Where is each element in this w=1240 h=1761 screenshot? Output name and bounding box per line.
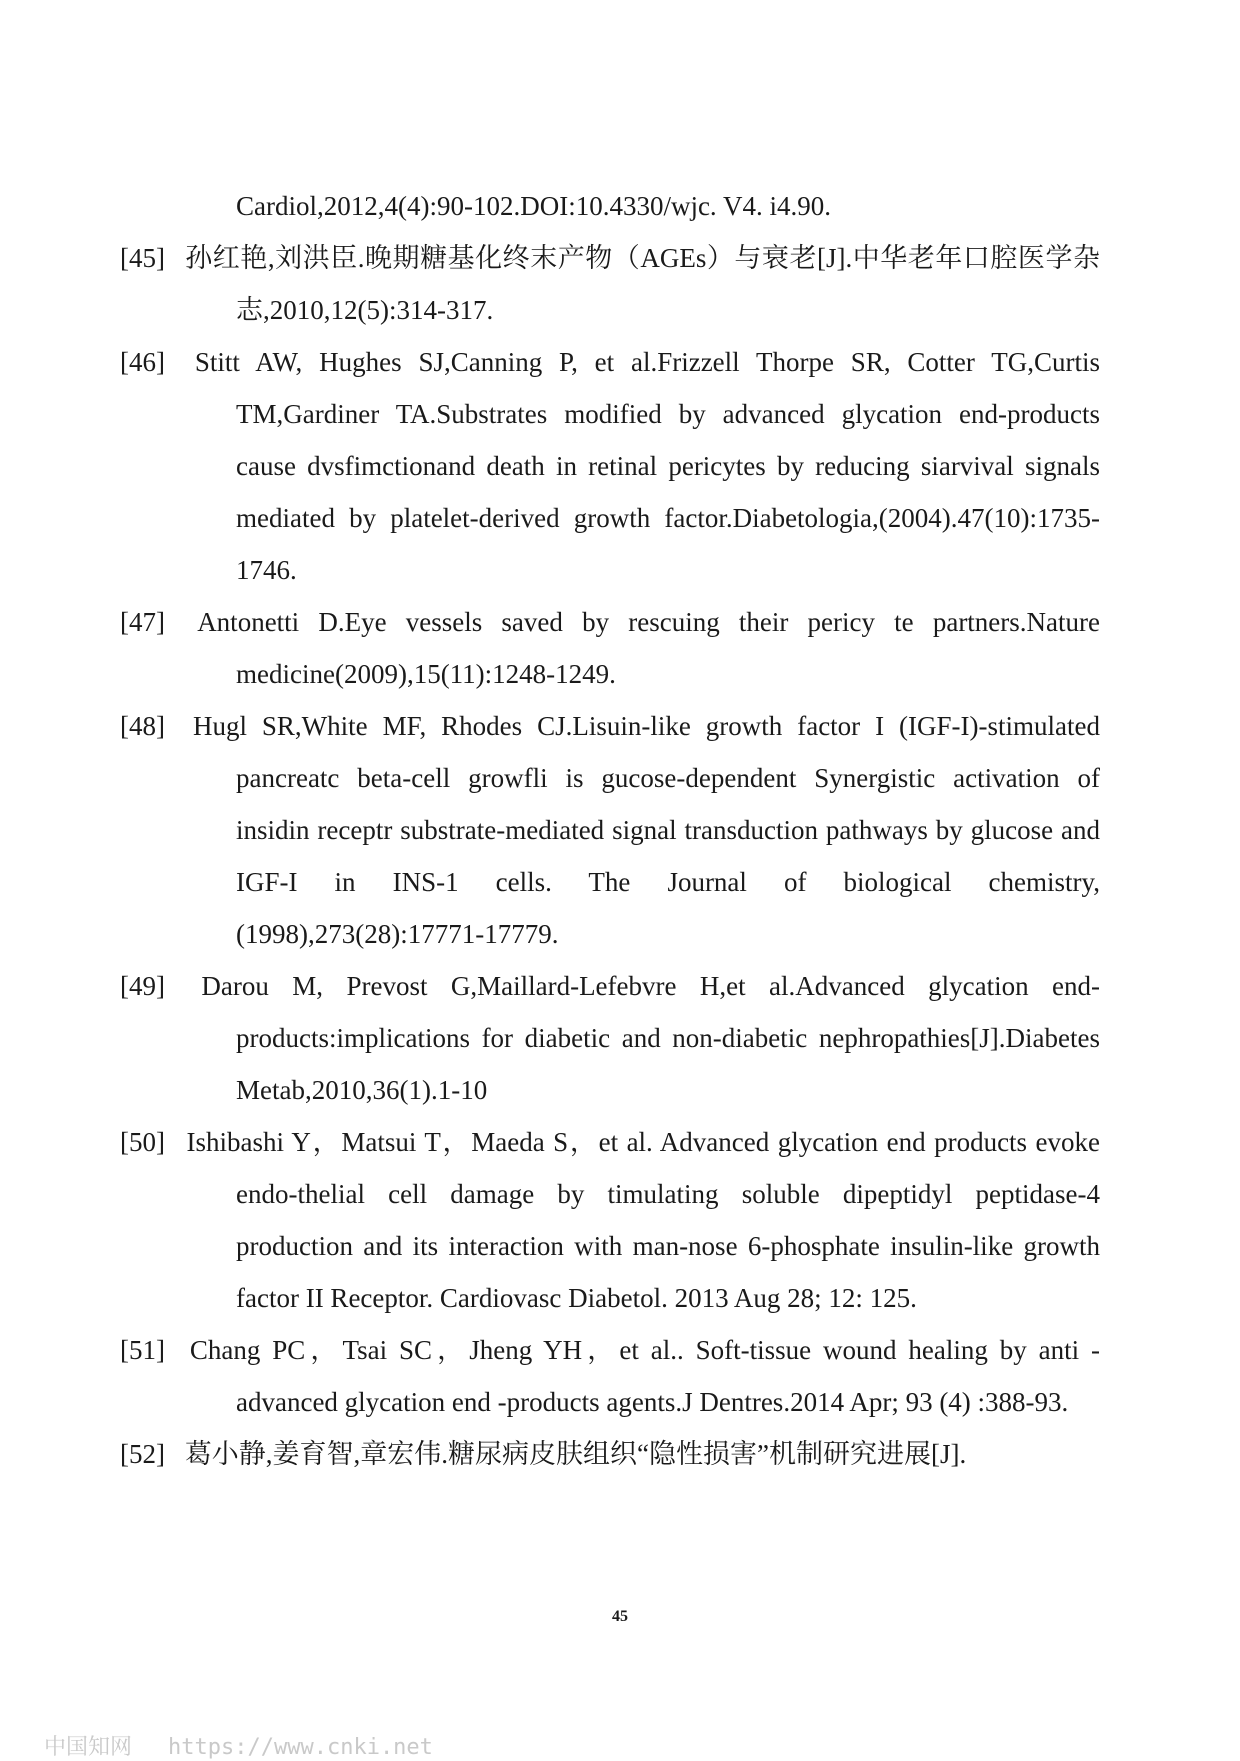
reference-text: Hugl SR,White MF, Rhodes CJ.Lisuin-like growth factor I (IGF-I)-stimulated pancreatc beta-cell growfli is gucose-dependent Synergistic activation of insidin receptr substrate-mediated signal transduction pathways by glucose and IGF-I in INS-1 cells. The Journal of biological chemistry,(1998),273(28):17771-17779. [192, 711, 1101, 949]
reference-46: [46] Stitt AW, Hughes SJ,Canning P, et al.Frizzell Thorpe SR, Cotter TG,Curtis TM,Gardiner TA.Substrates modified by advanced glycation end-products cause dvsfimctionand death in retinal pericytes by reducing siarvival signals mediated by platelet-derived growth factor.Diabetologia,(2004).47(10):1735-1746. [120, 347, 1100, 585]
reference-text: Ishibashi Y，Matsui T，Maeda S，et al. Advanced glycation end products evoke endo-thelial cell damage by timulating soluble dipeptidyl peptidase-4 production and its interaction with man-nose 6-phosphate insulin-like growth factor II Receptor. Cardiovasc Diabetol. 2013 Aug 28; 12: 125. [186, 1127, 1101, 1313]
watermark-url: https://www.cnki.net [168, 1735, 433, 1760]
reference-text: Antonetti D.Eye vessels saved by rescuing their pericy te partners.Nature medicine(2009),15(11):1248-1249. [197, 607, 1101, 689]
reference-text: Darou M, Prevost G,Maillard-Lefebvre H,et al.Advanced glycation end-products:implications for diabetic and non-diabetic nephropathies[J].Diabetes Metab,2010,36(1).1-10 [201, 971, 1100, 1105]
reference-47: [47] Antonetti D.Eye vessels saved by rescuing their pericy te partners.Nature medicine(2009),15(11):1248-1249. [120, 607, 1101, 689]
reference-50: [50] Ishibashi Y，Matsui T，Maeda S，et al. Advanced glycation end products evoke endo-thelial cell damage by timulating soluble dipeptidyl peptidase-4 production and its interaction with man-nose 6-phosphate insulin-like growth factor II Receptor. Cardiovasc Diabetol. 2013 Aug 28; 12: 125. [120, 1127, 1101, 1313]
reference-list [120, 180, 1101, 1480]
reference-49: [49] Darou M, Prevost G,Maillard-Lefebvre H,et al.Advanced glycation end-products:implications for diabetic and non-diabetic nephropathies[J].Diabetes Metab,2010,36(1).1-10 [120, 971, 1100, 1105]
reference-45: [45] 孙红艳,刘洪臣.晚期糖基化终末产物（AGEs）与衰老[J].中华老年口腔医学杂志,2010,12(5):314-317. [120, 243, 1100, 325]
reference-48: [48] Hugl SR,White MF, Rhodes CJ.Lisuin-like growth factor I (IGF-I)-stimulated pancreatc beta-cell growfli is gucose-dependent Synergistic activation of insidin receptr substrate-mediated signal transduction pathways by glucose and IGF-I in INS-1 cells. The Journal of biological chemistry,(1998),273(28):17771-17779. [120, 711, 1101, 949]
reference-text: 葛小静,姜育智,章宏伟.糖尿病皮肤组织“隐性损害”机制研究进展[J]. [184, 1439, 967, 1469]
reference-continuation [178, 180, 1100, 232]
reference-51: [51] Chang PC，Tsai SC，Jheng YH，et al.. Soft-tissue wound healing by anti -advanced glycation end -products agents.J Dentres.2014 Apr; 93 (4) :388-93. [120, 1335, 1100, 1417]
reference-text: Cardiol,2012,4(4):90-102.DOI:10.4330/wjc. V4. i4.90. [236, 191, 831, 221]
cnki-watermark [44, 1730, 433, 1760]
reference-text: Stitt AW, Hughes SJ,Canning P, et al.Frizzell Thorpe SR, Cotter TG,Curtis TM,Gardiner TA.Substrates modified by advanced glycation end-products cause dvsfimctionand death in retinal pericytes by reducing siarvival signals mediated by platelet-derived growth factor.Diabetologia,(2004).47(10):1735-1746. [194, 347, 1100, 585]
watermark-logo: 中国知网 [44, 1735, 133, 1760]
page-number: 45 [612, 1608, 628, 1625]
reference-text: Chang PC，Tsai SC，Jheng YH，et al.. Soft-tissue wound healing by anti -advanced glycation end -products agents.J Dentres.2014 Apr; 93 (4) :388-93. [189, 1335, 1100, 1417]
reference-52: [52] 葛小静,姜育智,章宏伟.糖尿病皮肤组织“隐性损害”机制研究进展[J]. [120, 1439, 967, 1469]
reference-text: 孙红艳,刘洪臣.晚期糖基化终末产物（AGEs）与衰老[J].中华老年口腔医学杂志,2010,12(5):314-317. [185, 243, 1100, 325]
